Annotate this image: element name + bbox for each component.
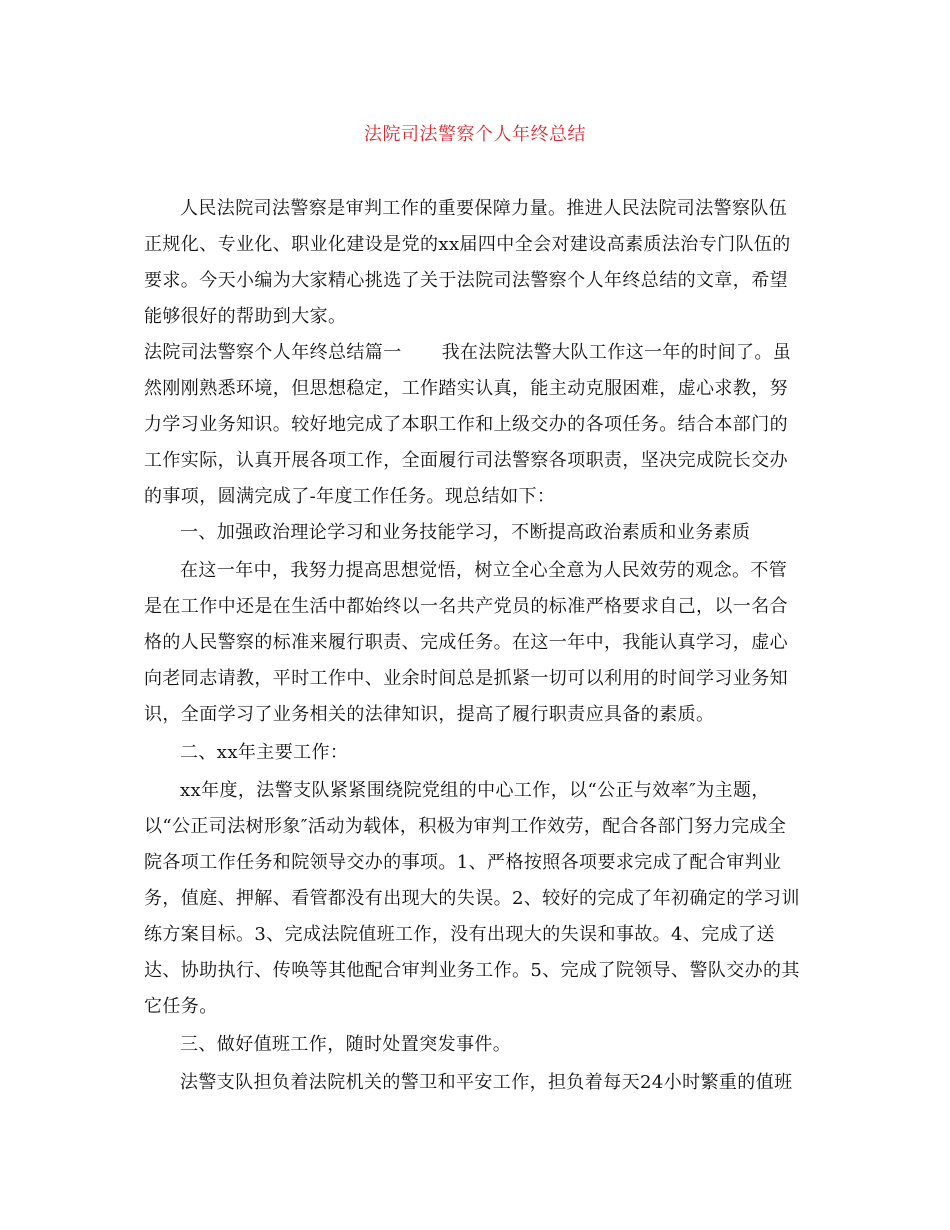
paragraph-line: xx年度，法警支队紧紧围绕院党组的中心工作，以“公正与效率″为主题， bbox=[180, 780, 770, 801]
paragraph-line: 识，全面学习了业务相关的法律知识，提高了履行职责应具备的素质。 bbox=[144, 704, 715, 725]
paragraph-line: 达、协助执行、传唤等其他配合审判业务工作。5、完成了院领导、警队交办的其 bbox=[144, 960, 800, 981]
paragraph-line: 格的人民警察的标准来履行职责、完成任务。在这一年中，我能认真学习，虚心 bbox=[144, 632, 788, 653]
paragraph-line: 正规化、专业化、职业化建设是党的xx届四中全会对建设高素质法治专门队伍的 bbox=[144, 234, 791, 255]
paragraph-line: 是在工作中还是在生活中都始终以一名共产党员的标准严格要求自己，以一名合 bbox=[144, 596, 788, 617]
document-title: 法院司法警察个人年终总结 bbox=[364, 124, 586, 145]
paragraph-line: 法警支队担负着法院机关的警卫和平安工作，担负着每天24小时繁重的值班 bbox=[180, 1072, 793, 1093]
paragraph-line: 然刚刚熟悉环境，但思想稳定，工作踏实认真，能主动克服困难，虚心求教，努 bbox=[144, 378, 788, 399]
paragraph-text: 我在法院法警大队工作这一年的时间了。虽 bbox=[441, 342, 792, 363]
paragraph-line: 以“公正司法树形象″活动为载体，积极为审判工作效劳，配合各部门努力完成全 bbox=[144, 816, 787, 837]
paragraph-line: 工作实际，认真开展各项工作，全面履行司法警察各项职责，坚决完成院长交办 bbox=[144, 450, 788, 471]
paragraph-line: 在这一年中，我努力提高思想觉悟，树立全心全意为人民效劳的观念。不管 bbox=[180, 560, 788, 581]
paragraph-line: 能够很好的帮助到大家。 bbox=[144, 306, 347, 327]
section-heading: 法院司法警察个人年终总结篇一 bbox=[144, 342, 402, 363]
paragraph-line: 院各项工作任务和院领导交办的事项。1、严格按照各项要求完成了配合审判业 bbox=[144, 852, 782, 873]
paragraph-line: 务，值庭、押解、看管都没有出现大的失误。2、较好的完成了年初确定的学习训 bbox=[144, 888, 800, 909]
paragraph-line: 它任务。 bbox=[144, 996, 218, 1017]
paragraph-line: 要求。今天小编为大家精心挑选了关于法院司法警察个人年终总结的文章，希望 bbox=[144, 270, 788, 291]
paragraph-line: 向老同志请教，平时工作中、业余时间总是抓紧一切可以利用的时间学习业务知 bbox=[144, 668, 788, 689]
paragraph-line: 人民法院司法警察是审判工作的重要保障力量。推进人民法院司法警察队伍 bbox=[180, 198, 788, 219]
section-heading: 一、加强政治理论学习和业务技能学习，不断提高政治素质和业务素质 bbox=[180, 522, 751, 543]
paragraph-line: 力学习业务知识。较好地完成了本职工作和上级交办的各项任务。结合本部门的 bbox=[144, 414, 788, 435]
paragraph-line: 的事项，圆满完成了-年度工作任务。现总结如下： bbox=[144, 486, 556, 507]
paragraph-line: 练方案目标。3、完成法院值班工作，没有出现大的失误和事故。4、完成了送 bbox=[144, 924, 775, 945]
section-heading: 二、xx年主要工作： bbox=[180, 742, 349, 763]
section-heading: 三、做好值班工作，随时处置突发事件。 bbox=[180, 1034, 512, 1055]
paragraph-line bbox=[144, 340, 791, 366]
